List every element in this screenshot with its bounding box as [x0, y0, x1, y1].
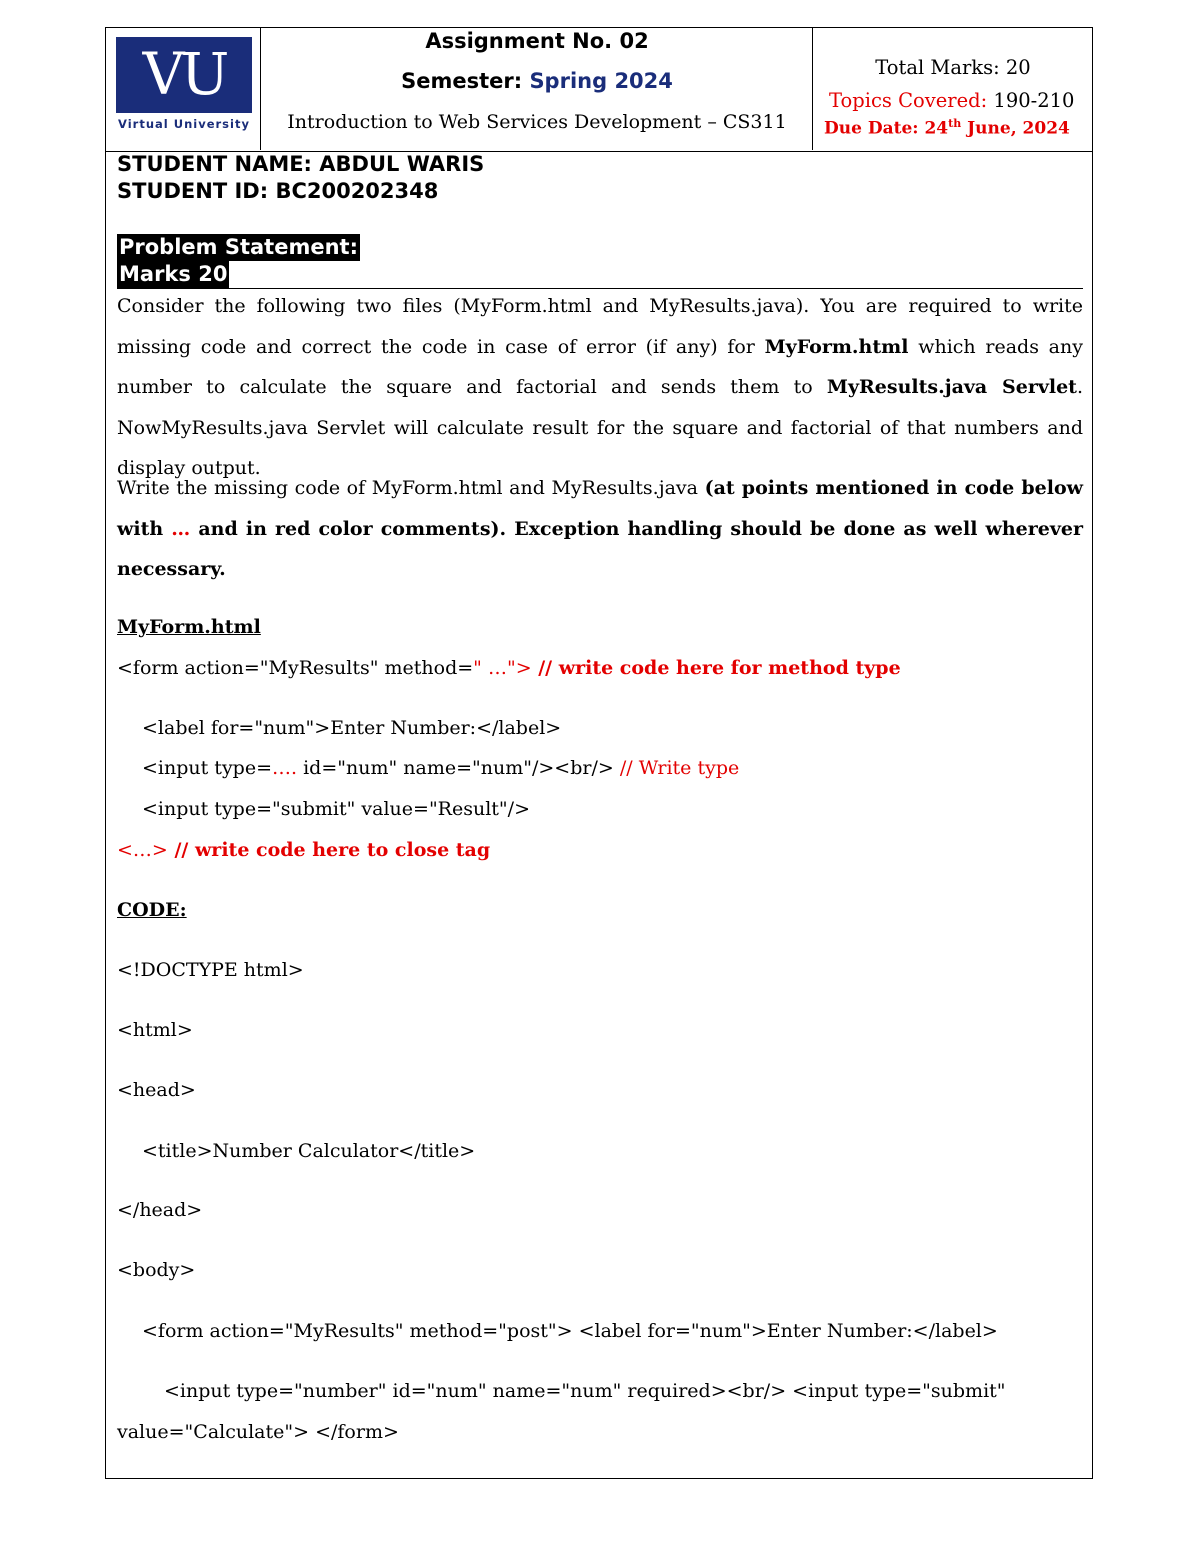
due-suffix: th — [948, 117, 962, 130]
line3-comment: // Write type — [613, 757, 740, 779]
line1-code: <form action="MyResults" method= — [117, 657, 474, 679]
semester-label: Semester: — [401, 69, 523, 93]
code-line-1: <!DOCTYPE html> — [117, 959, 304, 981]
line3-code-rest: id="num" name="num"/><br/> — [303, 757, 614, 779]
code-line-3: <head> — [117, 1079, 196, 1101]
line1-placeholder: " …"> — [473, 657, 532, 679]
problem-statement-label: Problem Statement: — [119, 235, 358, 259]
p2-text-a: Write the missing code of MyForm.html and MyResults.java — [117, 477, 705, 499]
code-line-4: <title>Number Calculator</title> — [142, 1140, 476, 1162]
code-line-6: <body> — [117, 1259, 196, 1281]
p2-ellipsis: … — [171, 517, 191, 540]
myform-heading: MyForm.html — [117, 616, 261, 638]
problem-paragraph-2 — [117, 468, 1083, 590]
line5-placeholder: <…> — [117, 839, 168, 861]
code-line-5: </head> — [117, 1199, 203, 1221]
line3-placeholder: …. — [272, 757, 304, 779]
myform-line-5 — [117, 839, 490, 861]
logo-cell — [105, 27, 261, 150]
student-name: STUDENT NAME: ABDUL WARIS — [117, 152, 485, 176]
myform-line-4: <input type="submit" value="Result"/> — [142, 798, 530, 820]
title-cell — [261, 27, 813, 150]
line5-comment: // write code here to close tag — [167, 839, 491, 861]
code-heading: CODE: — [117, 899, 187, 921]
myform-line-1 — [117, 657, 901, 679]
due-rest: June, 2024 — [961, 118, 1070, 139]
logo-letters: VU — [142, 40, 226, 108]
p2-text-b: (at points mentioned in code below with — [117, 477, 1083, 540]
p1-text-c: which reads any number to calculate the square and factorial and sends them to — [117, 335, 1083, 398]
p1-text-e: . NowMyResults.java Servlet will calculate result for the square and factorial of that numbers and display output. — [117, 376, 1083, 479]
p1-servlet: MyResults.java Servlet — [826, 376, 1077, 398]
marks-label: Marks 20 — [119, 262, 228, 286]
code-line-2: <html> — [117, 1019, 193, 1041]
code-line-7: <form action="MyResults" method="post"> <label for="num">Enter Number:</label> — [142, 1320, 998, 1342]
p2-text-d: and in red color comments). Exception handling should be done as well wherever necessary. — [117, 517, 1084, 580]
myform-line-2: <label for="num">Enter Number:</label> — [142, 717, 562, 739]
marks-cell — [813, 27, 1093, 150]
logo-subtitle: Virtual University — [118, 117, 250, 131]
semester-value: Spring 2024 — [529, 69, 673, 93]
problem-heading — [117, 234, 360, 288]
header-table — [105, 27, 1093, 152]
topics-covered — [829, 89, 1074, 112]
p1-myform: MyForm.html — [764, 335, 909, 358]
total-marks: Total Marks: 20 — [875, 56, 1031, 79]
logo-mark — [116, 37, 252, 113]
line1-comment: // write code here for method type — [531, 657, 901, 679]
due-prefix: Due Date: 24 — [824, 118, 949, 139]
code-line-9: value="Calculate"> </form> — [117, 1421, 399, 1443]
assignment-title: Assignment No. 02 — [425, 29, 649, 53]
problem-paragraph-1 — [117, 286, 1083, 489]
topics-value: 190-210 — [993, 89, 1075, 112]
code-line-8: <input type="number" id="num" name="num" required><br/> <input type="submit" — [164, 1380, 1006, 1402]
student-id: STUDENT ID: BC200202348 — [117, 179, 439, 203]
course-title: Introduction to Web Services Development – CS311 — [287, 111, 787, 133]
line3-code: <input type= — [142, 757, 273, 779]
due-date — [824, 117, 1070, 139]
semester-line — [261, 69, 813, 93]
p1-text-a: Consider the following two files (MyForm.html and MyResults.java). You are required to write missing code and correct the code in case of error (if any) for — [117, 295, 1083, 358]
topics-label: Topics Covered: — [829, 89, 988, 112]
myform-line-3 — [142, 757, 739, 779]
university-logo — [116, 37, 252, 131]
